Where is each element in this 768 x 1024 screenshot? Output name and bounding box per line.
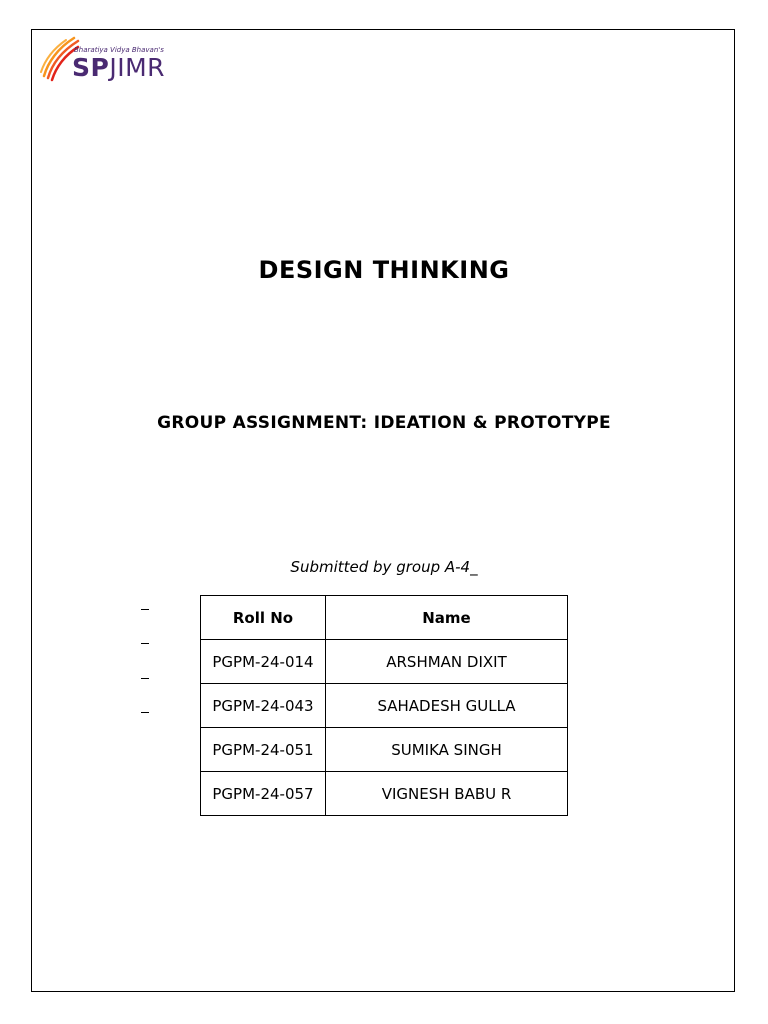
table-row [201,640,568,684]
logo-wordmark [72,53,165,83]
roll-no-cell: PGPM-24-057 [201,772,326,816]
name-cell: VIGNESH BABU R [326,772,568,816]
page-border [31,29,735,992]
roll-no-cell: PGPM-24-014 [201,640,326,684]
logo-tagline: Bharatiya Vidya Bhavan's [74,46,164,54]
list-dash [141,678,149,679]
submitted-by-line: Submitted by group A-4_ [290,558,478,576]
roll-no-cell: PGPM-24-043 [201,684,326,728]
table-row [201,772,568,816]
header-roll-no: Roll No [201,596,326,640]
spjimr-logo [40,36,190,82]
table-row [201,684,568,728]
logo-sp: SP [72,53,110,82]
roll-no-cell: PGPM-24-051 [201,728,326,772]
name-cell: ARSHMAN DIXIT [326,640,568,684]
document-subtitle: GROUP ASSIGNMENT: IDEATION & PROTOTYPE [157,413,611,433]
header-name: Name [326,596,568,640]
document-title: DESIGN THINKING [258,256,510,284]
table-header-row [201,596,568,640]
list-dash [141,643,149,644]
name-cell: SAHADESH GULLA [326,684,568,728]
list-dash [141,712,149,713]
logo-jimr: JIMR [109,53,166,82]
group-members-table [200,595,568,816]
name-cell: SUMIKA SINGH [326,728,568,772]
table-row [201,728,568,772]
list-dash [141,609,149,610]
